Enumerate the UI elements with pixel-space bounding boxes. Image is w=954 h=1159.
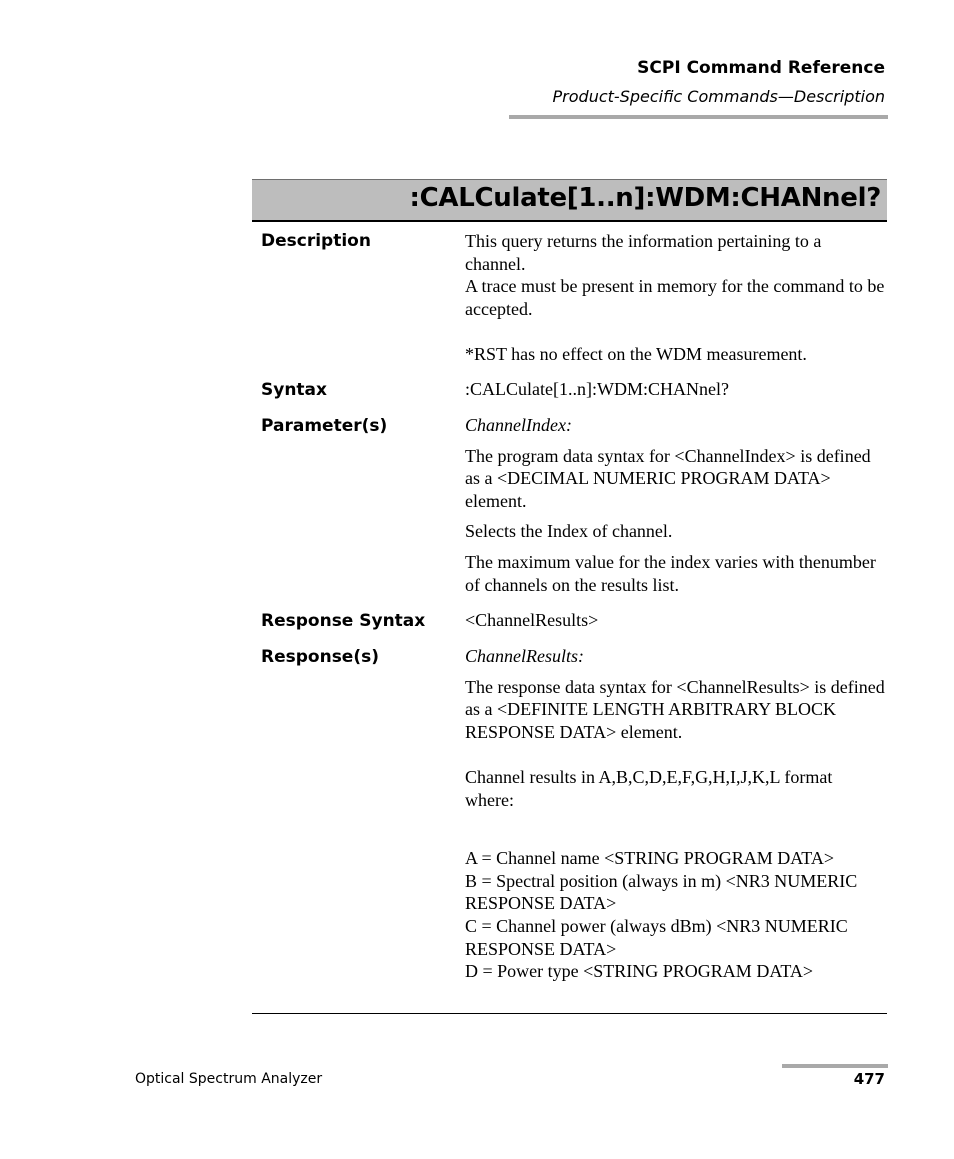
response-text-2: Channel results in A,B,C,D,E,F,G,H,I,J,K,L format where: [465, 766, 833, 810]
page-number: 477 [853, 1070, 885, 1088]
description-text-3: *RST has no effect on the WDM measurement. [465, 343, 807, 364]
parameters-content [465, 414, 885, 596]
list-item: B = Spectral position (always in m) <NR3 NUMERIC RESPONSE DATA> [465, 870, 858, 914]
footer-rule [782, 1064, 888, 1068]
running-header-title: SCPI Command Reference [637, 58, 885, 78]
parameter-name: ChannelIndex: [465, 415, 572, 435]
description-label: Description [261, 231, 371, 251]
parameter-text-2: Selects the Index of channel. [465, 521, 673, 542]
command-title-bar [252, 179, 887, 222]
response-text-1: The response data syntax for <ChannelResults> is defined as a <DEFINITE LENGTH ARBITRARY BLOCK RESPONSE DATA> element. [465, 676, 885, 742]
parameter-text-3: The maximum value for the index varies with thenumber of channels on the results list. [465, 551, 876, 595]
table-bottom-rule [252, 1013, 887, 1014]
description-text-2: A trace must be present in memory for the command to be accepted. [465, 276, 885, 319]
list-item: C = Channel power (always dBm) <NR3 NUMERIC RESPONSE DATA> [465, 915, 848, 959]
responses-content [465, 645, 885, 983]
response-format-list [465, 847, 885, 983]
parameters-label: Parameter(s) [261, 416, 388, 436]
header-rule [509, 115, 888, 119]
command-title: :CALCulate[1..n]:WDM:CHANnel? [409, 183, 881, 213]
syntax-label: Syntax [261, 380, 327, 400]
response-name: ChannelResults: [465, 646, 584, 666]
responses-label: Response(s) [261, 647, 379, 667]
list-item: D = Power type <STRING PROGRAM DATA> [465, 961, 814, 982]
running-header-subtitle: Product-Specific Commands—Description [552, 87, 885, 106]
parameter-text-1: The program data syntax for <ChannelIndex> is defined as a <DECIMAL NUMERIC PROGRAM DATA> element. [465, 445, 871, 511]
syntax-value: :CALCulate[1..n]:WDM:CHANnel? [465, 379, 729, 399]
description-text-1: This query returns the information pertaining to a channel. [465, 231, 822, 274]
list-item: A = Channel name <STRING PROGRAM DATA> [465, 848, 835, 869]
description-content [465, 230, 885, 366]
footer-product-name: Optical Spectrum Analyzer [135, 1071, 323, 1087]
response-syntax-value: <ChannelResults> [465, 610, 599, 630]
response-syntax-label: Response Syntax [261, 611, 426, 631]
